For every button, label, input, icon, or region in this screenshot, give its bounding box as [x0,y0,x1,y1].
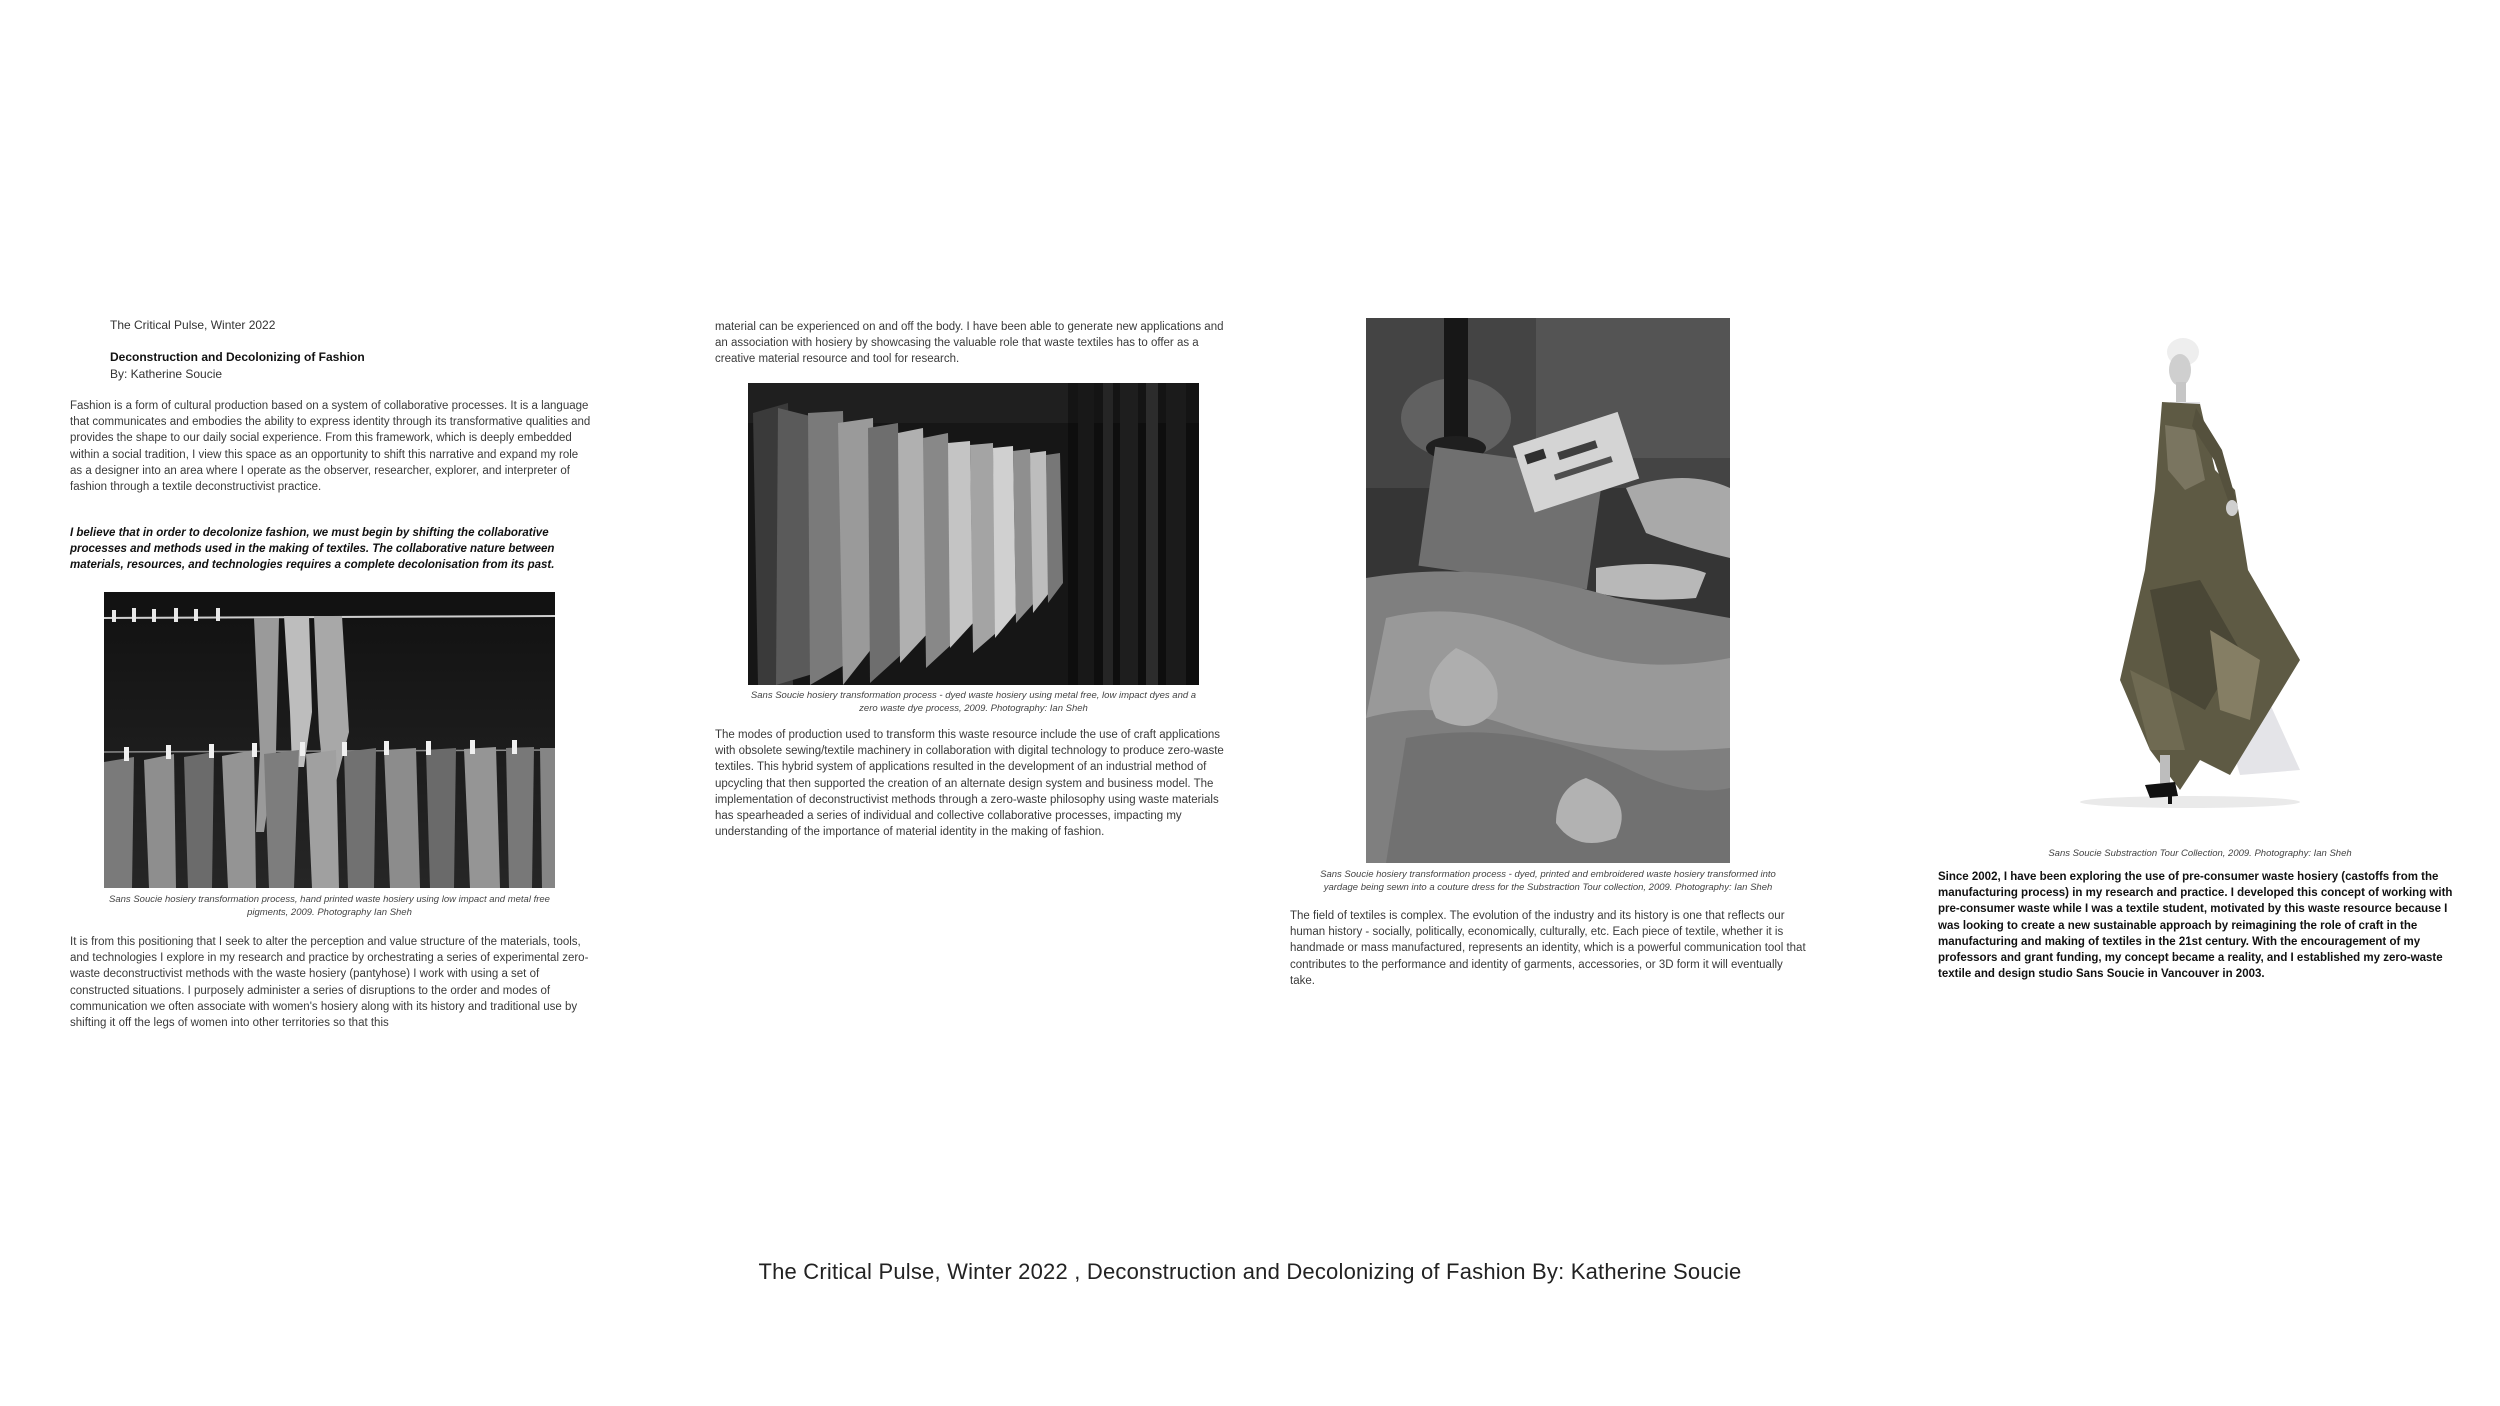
hanging-hosiery-photo [104,592,555,888]
article-title: Deconstruction and Decolonizing of Fashion [110,350,365,364]
photo-3-caption: Sans Soucie hosiery transformation process - dyed, printed and embroidered waste hosiery transformed into yardage being sewn into a couture dress for the Substraction Tour collection, 2009. Photography: Ian Sheh [1320,869,1776,893]
photo-2-caption: Sans Soucie hosiery transformation process - dyed waste hosiery using metal free, low impact dyes and a zero waste dye process, 2009. Photography: Ian Sheh [750,690,1197,714]
page-1-body: It is from this positioning that I seek to alter the perception and value structure of the materials, tools, and technologies I explore in my research and practice by orchestrating a series of experimental zero-waste deconstructivist methods with the waste hosiery (pantyhose) I work with using a set of constructed situations. I purposely administer a series of disruptions to the order and modes of communication we often associate with women's hosiery along with its history and traditional use by shifting it off the legs of women into other territories so that this [70,936,589,1030]
page-4-body: Since 2002, I have been exploring the use of pre-consumer waste hosiery (castoffs from the manufacturing process) in my research and practice. I developed this concept of working with pre-consumer waste while I was a textile student, motivated by this waste resource because I was looking to create a new sustainable approach by reimagining the role of craft in the manufacturing and making of textiles in the 21st century. With the encouragement of my professors and grant funding, my concept became a reality, and I established my zero-waste textile and design studio Sans Soucie in Vancouver in 2003. [1938,871,2453,981]
publication-line: The Critical Pulse, Winter 2022 [110,318,276,332]
page-3-body: The field of textiles is complex. The evolution of the industry and its history is one that reflects our human history - socially, politically, economically, culturally, etc. Each piece of textile, whether it is handmade or mass manufactured, represents an identity, which is a powerful communication tool that contributes to the performance and identity of garments, accessories, or 3D form it will eventually take. [1290,910,1806,987]
page-2-continued-text: material can be experienced on and off the body. I have been able to generate new applications and an association with hosiery by showcasing the valuable role that waste textiles has to offer as a creative material resource and tool for research. [715,321,1224,366]
sewing-machine-photo [1366,318,1730,863]
photo-1-caption: Sans Soucie hosiery transformation process, hand printed waste hosiery using low impact and metal free pigments, 2009. Photography Ian Sheh [109,894,550,918]
dyed-hosiery-rack-photo [748,383,1199,685]
photo-4-caption: Sans Soucie Substraction Tour Collection, 2009. Photography: Ian Sheh [2048,848,2352,859]
page-2-body: The modes of production used to transform this waste resource include the use of craft applications with obsolete sewing/textile machinery in collaboration with digital technology to produce zero-waste textiles. This hybrid system of applications resulted in the development of an industrial method of upcycling that then supported the creation of an alternate design system and business model. The implementation of deconstructivist methods through a zero-waste philosophy using waste materials has spearheaded a series of individual and collective collaborative processes, impacting my understanding of the importance of material identity in the making of fashion. [715,729,1224,839]
model-dress-photo [2000,330,2340,810]
intro-paragraph: Fashion is a form of cultural production based on a system of collaborative processes. It is a language that communicates and embodies the ability to express identity through its transformative qualities and provides the shape to our daily social experience. From this framework, which is deeply embedded within a social tradition, I view this space as an opportunity to shift this narrative and expand my role as a designer into an area where I operate as the observer, researcher, explorer, and interpreter of fashion through a textile deconstructivist practice. [70,400,591,494]
pull-quote: I believe that in order to decolonize fashion, we must begin by shifting the collaborative processes and methods used in the making of textiles. The collaborative nature between materials, resources, and technologies requires a complete decolonisation from its past. [70,527,555,572]
byline: By: Katherine Soucie [110,367,223,381]
footer-caption: The Critical Pulse, Winter 2022 , Deconstruction and Decolonizing of Fashion By: Katherine Soucie [758,1259,1742,1284]
